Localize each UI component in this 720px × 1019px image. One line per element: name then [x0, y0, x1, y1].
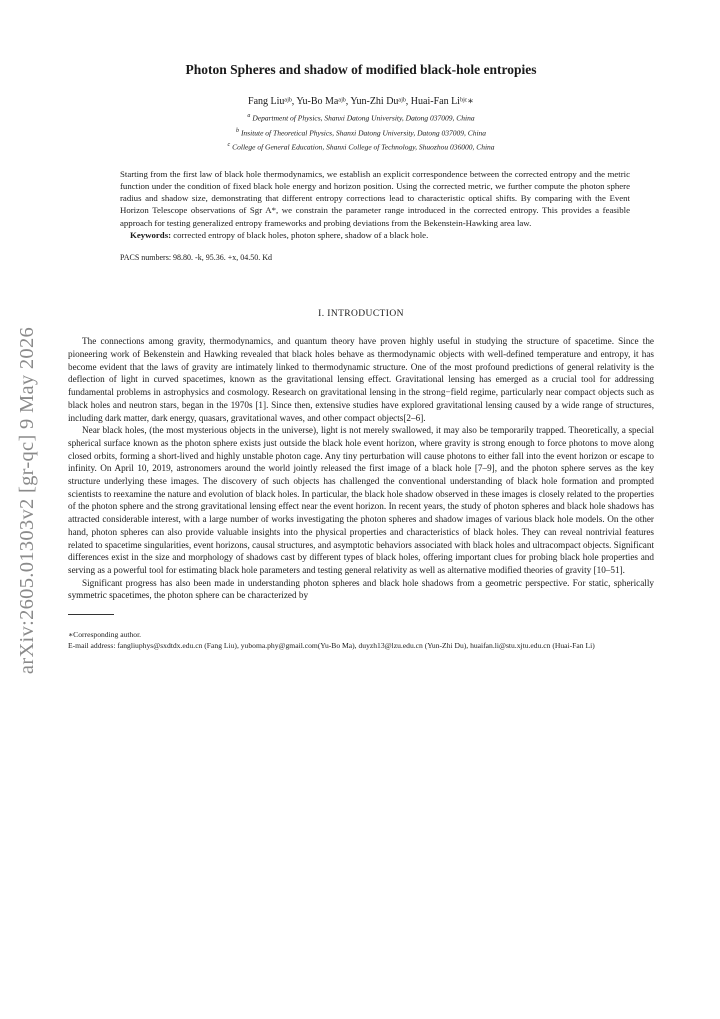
affiliation-list: [68, 110, 654, 154]
paragraph: Near black holes, (the most mysterious objects in the universe), light is not merely swallowed, it may also be temporarily trapped. Theoretically, a special spherical surface known as the photon sphere exists just outside the black hole event horizon, where gravity is strong enough to force photons to move along closed orbits, forming a short-lived and highly unstable photon cage. Any tiny perturbation will cause photons to either fall into the event horizon or escape to infinity. On April 10, 2019, astronomers around the world jointly released the first image of a black hole [7–9], and the photon sphere serves as the key structure underlying these images. The discovery of such objects has challenged the conventional understanding of black hole formation and prompted scientists to reexamine the nature and evolution of black holes. In particular, the black hole shadow observed in these images is closely related to the properties of the photon sphere and the strong gravitational lensing effect near the event horizon. In recent years, the study of photon spheres and black hole shadows has attracted considerable interest, with a large number of works investigating the photon spheres and shadow images of various black hole models. On the other hand, photon spheres can also provide valuable insights into the physical properties and characteristics of black holes. They can reveal nontrivial features related to spacetime singularities, event horizons, causal structures, and asymptotic behaviors associated with black holes and ultracompact objects. Significant differences exist in the size and morphology of shadows cast by different types of black holes, offering important clues for probing black hole properties and serving as a powerful tool for estimating black hole parameters and testing general relativity as well as alternative modified theories of gravity [10–51].: [68, 425, 654, 575]
footnote-divider: [68, 614, 114, 615]
email-addresses: E-mail address: fangliuphys@sxdtdx.edu.cn (Fang Liu), yuboma.phy@gmail.com(Yu-Bo Ma), duyzh13@lzu.edu.cn (Yun-Zhi Du), huaifan.li@stu.xjtu.edu.cn (Huai-Fan Li): [68, 641, 595, 651]
paper-page: [68, 0, 654, 651]
abstract: Starting from the first law of black hole thermodynamics, we establish an explicit correspondence between the corrected entropy and the metric function under the condition of fixed black hole energy and horizon position. Using the corrected metric, we further compute the photon sphere radius and shadow size, demonstrating that different entropy corrections lead to characteristic optical shifts. By comparing with the Event Horizon Telescope observations of Sgr A*, we constrain the parameter range introduced in the corrected entropy. This provides a feasible approach for testing generalized entropy frameworks and probing deviations from the Bekenstein-Hawking area law.: [120, 168, 630, 228]
paragraph: Significant progress has also been made in understanding photon spheres and black hole shadows from a geometric perspective. For static, spherically symmetric spacetimes, the photon sphere can be characterized by: [68, 577, 654, 601]
affiliation-b: $^b$ Insitute of Theoretical Physics, Shanxi Datong University, Datong 037009, China: [235, 127, 487, 137]
body-text: [68, 335, 654, 602]
section-heading: I. INTRODUCTION: [318, 309, 404, 320]
keywords-text: corrected entropy of black holes, photon sphere, shadow of a black hole.: [173, 229, 429, 240]
keywords: [120, 229, 630, 241]
affiliation-c: $^c$ College of General Education, Shanxi College of Technology, Shuozhou 036000, China: [227, 142, 495, 152]
paper-title: Photon Spheres and shadow of modified black-hole entropies: [185, 62, 537, 77]
author-list: Fang Liuᵃʲᵇ, Yu-Bo Maᵃʲᵇ, Yun-Zhi Duᵃʲᵇ, Huai-Fan Liᵇʲᶜ∗: [248, 96, 474, 107]
pacs-numbers: PACS numbers: 98.80. -k, 95.36. +x, 04.50. Kd: [120, 253, 273, 263]
footnote: [68, 629, 654, 651]
corresponding-author-note: ∗Corresponding author.: [68, 630, 142, 640]
arxiv-identifier: arXiv:2605.01303v2 [gr-qc] 9 May 2026: [16, 326, 39, 674]
keywords-label: Keywords:: [130, 229, 172, 240]
affiliation-a: $^a$ Department of Physics, Shanxi Datong University, Datong 037009, China: [247, 113, 475, 123]
paragraph: The connections among gravity, thermodynamics, and quantum theory have proven highly useful in studying the structure of spacetime. Since the pioneering work of Bekenstein and Hawking revealed that black holes behave as thermodynamic objects with well-defined temperature and entropy, it has become evident that the laws of gravity are intimately linked to thermodynamic structure. One of the most profound predictions of general relativity is the deflection of light in curved spacetimes, known as the gravitational lensing effect. Gravitational lensing has emerged as a crucial tool for addressing fundamental problems in astrophysics and cosmology. Research on gravitational lensing in the strong−field regime, particularly near compact objects such as black holes and neutron stars, began in the 1970s [1]. Since then, extensive studies have explored gravitational lensing caused by a wide range of structures, including dark matter, dark energy, quasars, gravitational waves, and other compact objects[2–6].: [68, 336, 654, 423]
arxiv-stamp: [8, 300, 48, 700]
